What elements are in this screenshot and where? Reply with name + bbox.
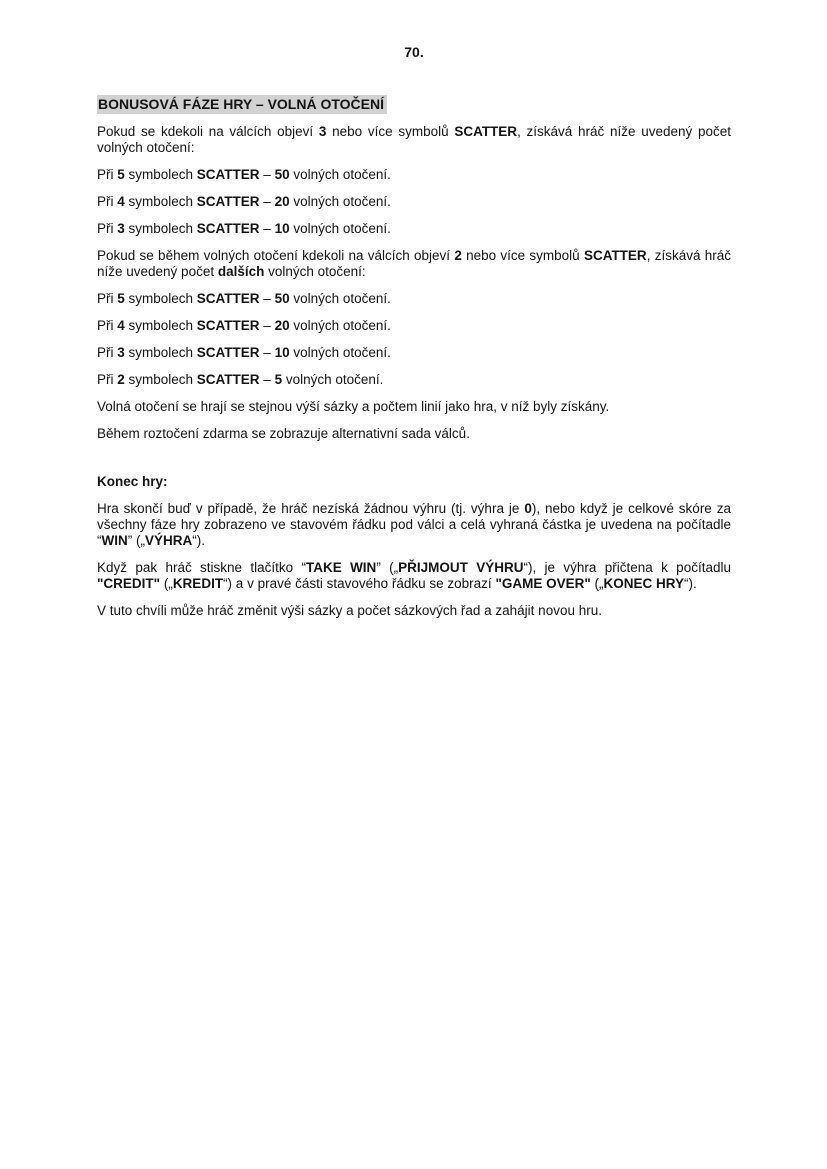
text-run: “) a v pravé části stavového řádku se zobrazí bbox=[223, 576, 496, 591]
bold-text-run: dalších bbox=[217, 264, 265, 279]
bold-text-run: PŘIJMOUT VÝHRU bbox=[398, 560, 524, 575]
bold-text-run: SCATTER bbox=[196, 291, 260, 306]
bold-text-run: "CREDIT" bbox=[97, 576, 161, 591]
text-run: volných otočení. bbox=[282, 372, 384, 387]
text-run: volných otočení. bbox=[289, 167, 391, 182]
subheading bbox=[97, 474, 731, 490]
paragraph bbox=[97, 603, 731, 619]
bold-text-run: KONEC HRY bbox=[603, 576, 685, 591]
text-run: “). bbox=[684, 576, 697, 591]
text-run: Během roztočení zdarma se zobrazuje alternativní sada válců. bbox=[97, 426, 470, 441]
bold-text-run: 3 bbox=[117, 345, 125, 360]
text-run: symbolech bbox=[124, 345, 197, 360]
paragraph bbox=[97, 501, 731, 549]
text-run: Při bbox=[97, 345, 118, 360]
bold-text-run: 50 bbox=[274, 291, 290, 306]
bold-text-run: KREDIT bbox=[172, 576, 224, 591]
bold-text-run: 4 bbox=[117, 318, 125, 333]
text-run: V tuto chvíli může hráč změnit výši sázky a počet sázkových řad a zahájit novou hru. bbox=[97, 603, 602, 618]
text-run: – bbox=[259, 345, 275, 360]
bold-text-run: SCATTER bbox=[196, 345, 260, 360]
bold-text-run: "GAME OVER" bbox=[495, 576, 591, 591]
text-run: Pokud se během volných otočení kdekoli na válcích objeví bbox=[97, 248, 455, 263]
text-run: volných otočení: bbox=[264, 264, 366, 279]
text-run: ” („ bbox=[127, 533, 145, 548]
text-run: Hra skončí buď v případě, že hráč nezíská žádnou výhru (tj. výhra je bbox=[97, 501, 525, 516]
bold-text-run: SCATTER bbox=[196, 194, 260, 209]
document-body bbox=[97, 124, 731, 619]
text-run: symbolech bbox=[124, 194, 197, 209]
paragraph bbox=[97, 318, 731, 334]
text-run: Při bbox=[97, 221, 118, 236]
text-run: volných otočení. bbox=[289, 291, 391, 306]
text-run: Pokud se kdekoli na válcích objeví bbox=[97, 124, 319, 139]
paragraph bbox=[97, 345, 731, 361]
text-run: – bbox=[259, 318, 275, 333]
text-run: – bbox=[259, 372, 275, 387]
text-run: symbolech bbox=[124, 372, 197, 387]
text-run: symbolech bbox=[124, 167, 197, 182]
bold-text-run: TAKE WIN bbox=[305, 560, 377, 575]
bold-text-run: 10 bbox=[274, 345, 290, 360]
text-run: “). bbox=[192, 533, 206, 548]
text-run: , získává hráč níže uvedený počet volných otočení: bbox=[97, 124, 731, 155]
text-run: volných otočení. bbox=[289, 318, 391, 333]
page-number: 70. bbox=[404, 44, 424, 60]
text-run: symbolech bbox=[124, 318, 197, 333]
text-run: symbolech bbox=[124, 221, 197, 236]
bold-text-run: 5 bbox=[274, 372, 283, 387]
paragraph bbox=[97, 291, 731, 307]
text-run: volných otočení. bbox=[289, 221, 391, 236]
text-run: Při bbox=[97, 291, 118, 306]
text-run: , získává hráč níže uvedený počet bbox=[97, 248, 731, 279]
bold-text-run: 10 bbox=[274, 221, 290, 236]
text-run: volných otočení. bbox=[289, 345, 391, 360]
text-run: Při bbox=[97, 318, 118, 333]
text-run: – bbox=[259, 291, 275, 306]
paragraph bbox=[97, 372, 731, 388]
paragraph bbox=[97, 399, 731, 415]
text-run: Volná otočení se hrají se stejnou výší sázky a počtem linií jako hra, v níž byly získány. bbox=[97, 399, 610, 414]
text-run: („ bbox=[590, 576, 604, 591]
bold-text-run: 2 bbox=[454, 248, 462, 263]
bold-text-run: SCATTER bbox=[196, 318, 260, 333]
section-heading-text: BONUSOVÁ FÁZE HRY – VOLNÁ OTOČENÍ bbox=[97, 95, 387, 114]
text-run: Konec hry: bbox=[97, 474, 168, 489]
bold-text-run: SCATTER bbox=[454, 124, 518, 139]
bold-text-run: 4 bbox=[117, 194, 125, 209]
paragraph bbox=[97, 124, 731, 156]
text-run: symbolech bbox=[124, 291, 197, 306]
text-run: – bbox=[259, 194, 275, 209]
paragraph bbox=[97, 560, 731, 592]
bold-text-run: 3 bbox=[318, 124, 327, 139]
text-run: nebo více symbolů bbox=[461, 248, 584, 263]
bold-text-run: 2 bbox=[117, 372, 125, 387]
bold-text-run: 20 bbox=[274, 318, 290, 333]
text-run: “), je výhra přičtena k počítadlu bbox=[523, 560, 731, 575]
bold-text-run: 5 bbox=[117, 291, 125, 306]
text-run: ” („ bbox=[376, 560, 399, 575]
paragraph bbox=[97, 221, 731, 237]
text-run: nebo více symbolů bbox=[326, 124, 455, 139]
text-run: – bbox=[259, 221, 275, 236]
bold-text-run: SCATTER bbox=[583, 248, 647, 263]
paragraph bbox=[97, 194, 731, 210]
bold-text-run: VÝHRA bbox=[145, 533, 193, 548]
bold-text-run: WIN bbox=[101, 533, 128, 548]
text-run: volných otočení. bbox=[289, 194, 391, 209]
text-run: („ bbox=[160, 576, 173, 591]
bold-text-run: 5 bbox=[117, 167, 125, 182]
text-run: Při bbox=[97, 194, 118, 209]
text-run: – bbox=[259, 167, 275, 182]
bold-text-run: SCATTER bbox=[196, 372, 260, 387]
paragraph bbox=[97, 426, 731, 442]
text-run: Při bbox=[97, 372, 118, 387]
text-run: ), nebo když je celkové skóre za všechny fáze hry zobrazeno ve stavovém řádku pod válci a celá vyhraná částka je uvedena na počítadle “ bbox=[97, 501, 732, 548]
section-heading bbox=[97, 94, 731, 114]
bold-text-run: 0 bbox=[524, 501, 532, 516]
bold-text-run: SCATTER bbox=[196, 167, 260, 182]
bold-text-run: 20 bbox=[274, 194, 290, 209]
bold-text-run: 50 bbox=[274, 167, 290, 182]
text-run: Když pak hráč stiskne tlačítko “ bbox=[97, 560, 306, 575]
bold-text-run: SCATTER bbox=[196, 221, 260, 236]
bold-text-run: 3 bbox=[117, 221, 125, 236]
paragraph bbox=[97, 248, 731, 280]
paragraph bbox=[97, 167, 731, 183]
text-run: Při bbox=[97, 167, 118, 182]
paragraph-spacer bbox=[97, 453, 731, 469]
